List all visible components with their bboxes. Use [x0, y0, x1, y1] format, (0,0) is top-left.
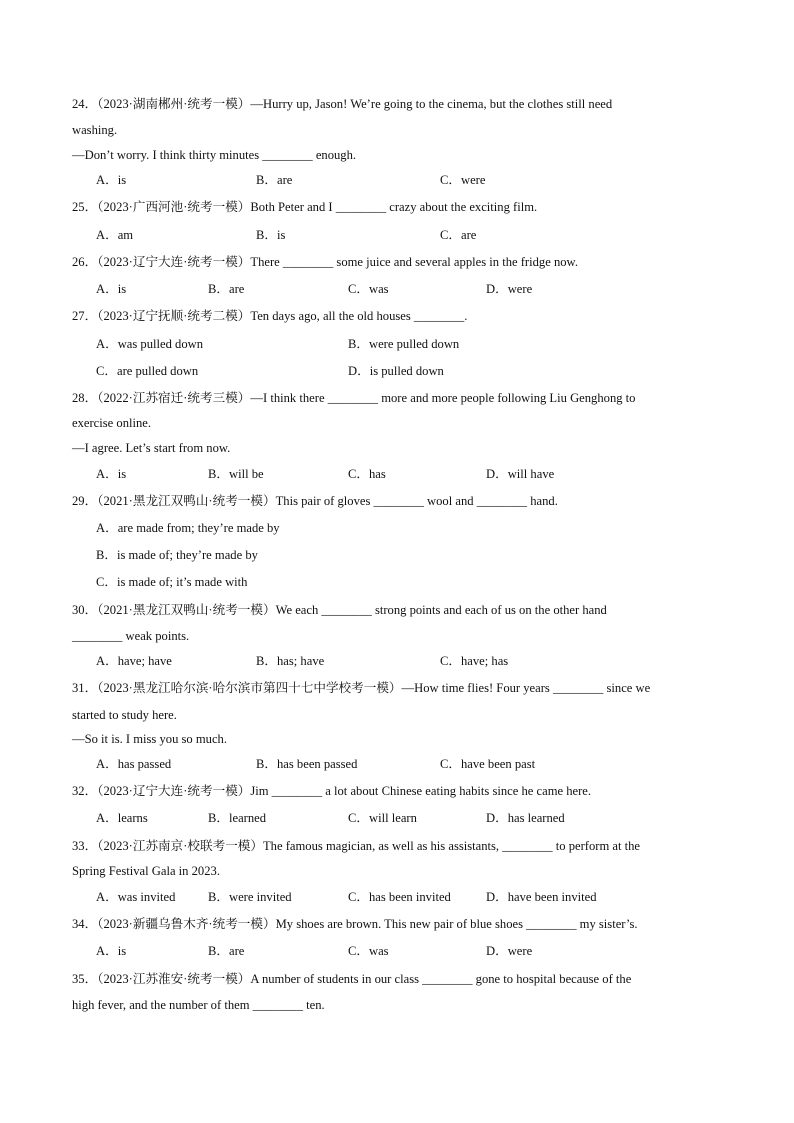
- question-stem-line: Spring Festival Gala in 2023.: [72, 864, 220, 878]
- option-b: B．learned: [208, 811, 267, 825]
- question-stem-line: 28．（2022·江苏宿迁·统考三模）—I think there ________ more and more people following Liu Genghong to: [72, 391, 636, 405]
- option-d: D．is pulled down: [348, 364, 444, 378]
- option-c: C．was: [348, 282, 389, 296]
- question-stem-line: 33．（2023·江苏南京·校联考一模）The famous magician, as well as his assistants, ________ to perform at the: [72, 839, 641, 853]
- option-a: A．is: [96, 944, 127, 958]
- option-d: D．have been invited: [486, 890, 597, 904]
- option-a: A．am: [96, 228, 134, 242]
- question-stem-line: —Don’t worry. I think thirty minutes ________ enough.: [72, 148, 357, 162]
- option-a: A．was pulled down: [96, 337, 204, 351]
- option-c: C．were: [440, 173, 486, 187]
- option-a: A．has passed: [96, 757, 172, 771]
- option-b: B．are: [208, 282, 245, 296]
- question-stem-line: —I agree. Let’s start from now.: [72, 441, 231, 455]
- question-stem-line: high fever, and the number of them ________ ten.: [72, 998, 325, 1012]
- option-c: C．is made of; it’s made with: [96, 575, 248, 589]
- option-a: A．was invited: [96, 890, 176, 904]
- question-stem-line: 26．（2023·辽宁大连·统考一模）There ________ some juice and several apples in the fridge now.: [72, 255, 578, 269]
- option-c: C．has: [348, 467, 386, 481]
- option-a: A．learns: [96, 811, 148, 825]
- option-a: A．is: [96, 282, 127, 296]
- question-stem-line: 31．（2023·黑龙江哈尔滨·哈尔滨市第四十七中学校考一模）—How time flies! Four years ________ since we: [72, 681, 651, 695]
- question-stem-line: started to study here.: [72, 708, 177, 722]
- option-b: B．has; have: [256, 654, 325, 668]
- option-b: B．are: [208, 944, 245, 958]
- option-c: C．has been invited: [348, 890, 451, 904]
- option-a: A．are made from; they’re made by: [96, 521, 280, 535]
- option-c: C．will learn: [348, 811, 417, 825]
- question-stem-line: washing.: [72, 123, 118, 137]
- question-stem-line: exercise online.: [72, 416, 152, 430]
- question-stem-line: 30．（2021·黑龙江双鸭山·统考一模）We each ________ strong points and each of us on the other hand: [72, 603, 607, 617]
- option-c: C．was: [348, 944, 389, 958]
- question-stem-line: 34．（2023·新疆乌鲁木齐·统考一模）My shoes are brown. This new pair of blue shoes ________ my sister’s.: [72, 917, 638, 931]
- option-d: D．has learned: [486, 811, 565, 825]
- option-b: B．is made of; they’re made by: [96, 548, 258, 562]
- option-d: D．were: [486, 282, 533, 296]
- question-stem-line: 24．（2023·湖南郴州·统考一模）—Hurry up, Jason! We’re going to the cinema, but the clothes still need: [72, 97, 613, 111]
- question-stem-line: 29．（2021·黑龙江双鸭山·统考一模）This pair of gloves ________ wool and ________ hand.: [72, 494, 558, 508]
- question-stem-line: 27．（2023·辽宁抚顺·统考二模）Ten days ago, all the old houses ________.: [72, 309, 468, 323]
- option-c: C．have been past: [440, 757, 536, 771]
- option-b: B．has been passed: [256, 757, 358, 771]
- option-b: B．is: [256, 228, 286, 242]
- option-a: A．is: [96, 173, 127, 187]
- option-a: A．have; have: [96, 654, 172, 668]
- option-b: B．were invited: [208, 890, 292, 904]
- question-stem-line: —So it is. I miss you so much.: [72, 732, 227, 746]
- option-d: D．were: [486, 944, 533, 958]
- question-stem-line: 25．（2023·广西河池·统考一模）Both Peter and I ________ crazy about the exciting film.: [72, 200, 538, 214]
- option-c: C．are pulled down: [96, 364, 199, 378]
- question-stem-line: 32．（2023·辽宁大连·统考一模）Jim ________ a lot about Chinese eating habits since he came here.: [72, 784, 592, 798]
- question-stem-line: 35．（2023·江苏淮安·统考一模）A number of students in our class ________ gone to hospital because of the: [72, 972, 632, 986]
- option-b: B．are: [256, 173, 293, 187]
- question-stem-line: ________ weak points.: [72, 629, 190, 643]
- option-b: B．will be: [208, 467, 264, 481]
- option-d: D．will have: [486, 467, 555, 481]
- option-a: A．is: [96, 467, 127, 481]
- option-c: C．have; has: [440, 654, 509, 668]
- option-c: C．are: [440, 228, 477, 242]
- option-b: B．were pulled down: [348, 337, 460, 351]
